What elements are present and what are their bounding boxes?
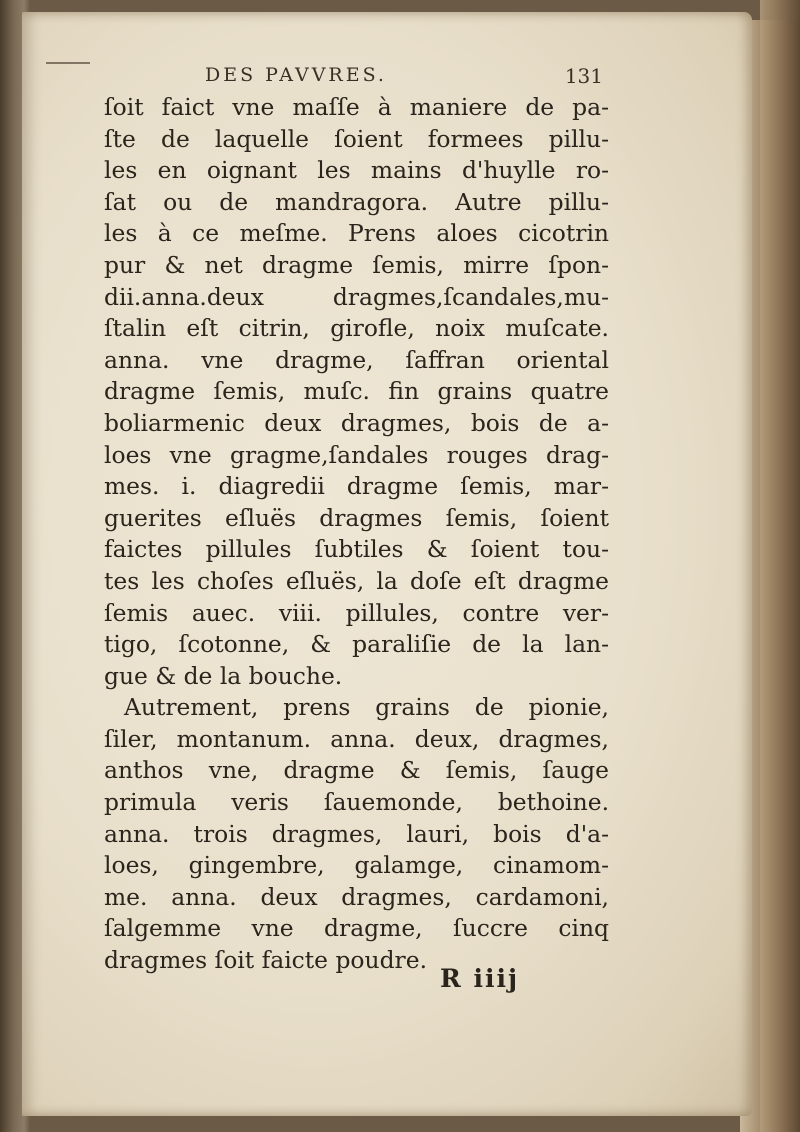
paragraph-1 [104, 92, 609, 692]
page-smudge-mark [46, 62, 90, 64]
text-line: faictes pillules ſubtiles & ſoient tou- [104, 535, 609, 564]
text-line: primula veris ſauemonde, bethoine. [104, 788, 609, 817]
text-line: ſiler, montanum. anna. deux, dragmes, [104, 724, 609, 753]
text-line: me. anna. deux dragmes, cardamoni, [104, 882, 609, 911]
text-line: ſtalin eſt citrin, girofle, noix muſcate. [104, 314, 609, 343]
text-line: anna. vne dragme, ſaffran oriental [104, 345, 609, 374]
text-line: tigo, ſcotonne, & paraliſie de la lan- [104, 630, 609, 659]
text-line: Autrement, prens grains de pionie, [124, 693, 609, 722]
text-line: loes, gingembre, galamge, cinamom- [104, 851, 609, 880]
text-line: anna. trois dragmes, lauri, bois d'a- [104, 819, 609, 848]
text-line: boliarmenic deux dragmes, bois de a- [104, 408, 609, 437]
text-line: ſat ou de mandragora. Autre pillu- [104, 187, 609, 216]
text-line: dii.anna.deux dragmes,ſcandales,mu- [104, 282, 609, 311]
running-title: DES PAVVRES. [205, 64, 387, 86]
text-line: les en oignant les mains d'huylle ro- [104, 156, 609, 185]
text-line: ſoit faict vne maſſe à maniere de pa- [104, 93, 609, 121]
text-line: ſte de laquelle ſoient formees pillu- [104, 124, 609, 153]
text-line: loes vne gragme,ſandales rouges drag- [104, 440, 609, 469]
text-line: dragmes ſoit faicte poudre. [104, 946, 428, 975]
text-line: ſalgemme vne dragme, ſuccre cinq [104, 914, 609, 943]
text-line: tes les choſes eſluës, la doſe eſt dragme [104, 566, 609, 595]
paragraph-2 [104, 692, 609, 976]
text-line: guerites eſluës dragmes ſemis, ſoient [104, 503, 609, 532]
page-number: 131 [564, 64, 603, 88]
book-cover-edge [760, 0, 800, 1132]
text-line: anthos vne, dragme & ſemis, ſauge [104, 756, 609, 785]
signature-mark: R iiij [440, 964, 520, 993]
text-line: pur & net dragme ſemis, mirre ſpon- [104, 250, 609, 279]
text-line: mes. i. diagredii dragme ſemis, mar- [104, 472, 609, 501]
text-line: dragme ſemis, muſc. fin grains quatre [104, 377, 609, 406]
body-text [104, 92, 609, 977]
text-line: ſemis auec. viii. pillules, contre ver- [104, 598, 609, 627]
running-head [205, 64, 605, 94]
text-line: les à ce meſme. Prens aloes cicotrin [104, 219, 609, 248]
text-line: gue & de la bouche. [104, 661, 343, 690]
